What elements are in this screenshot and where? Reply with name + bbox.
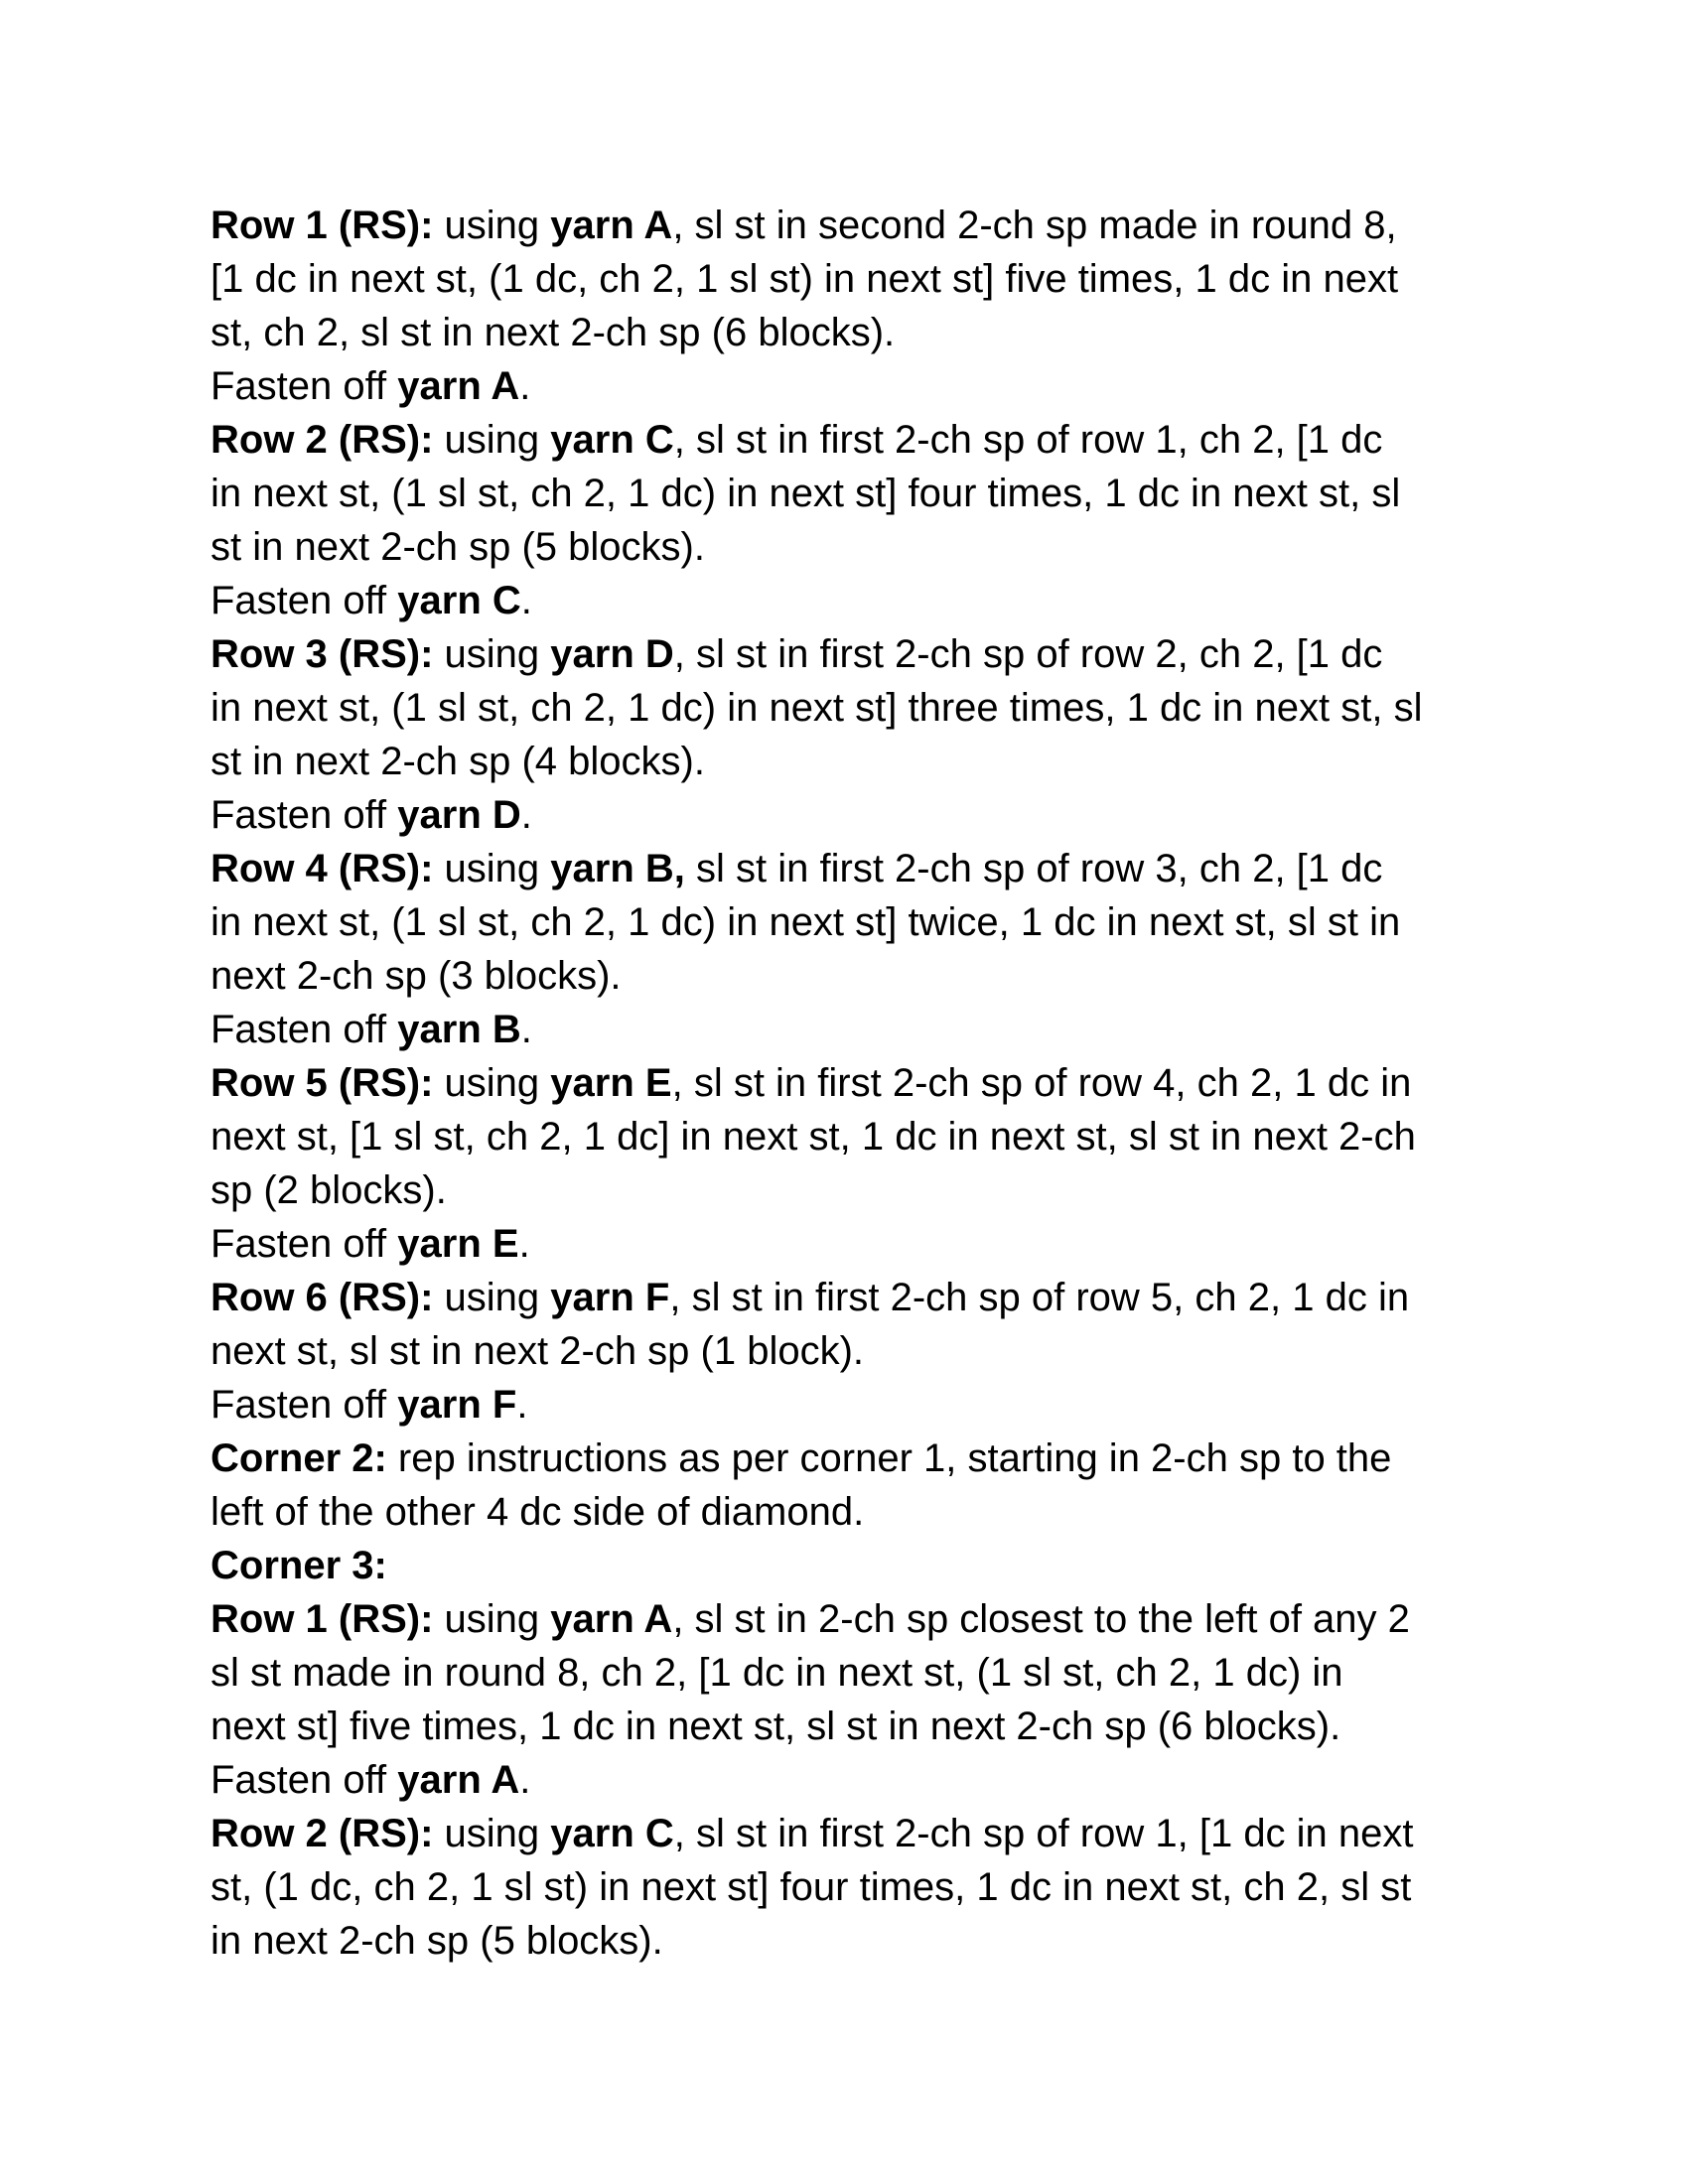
paragraph xyxy=(211,1271,1491,1378)
bold-text: Row 1 (RS): xyxy=(211,1597,434,1641)
text-run: . xyxy=(520,1008,532,1051)
bold-text: yarn D xyxy=(397,793,521,837)
text-run: , sl st in first 2-ch sp of row 5, ch 2, 1 dc in xyxy=(669,1276,1410,1319)
paragraph xyxy=(211,1539,1491,1592)
bold-text: Row 3 (RS): xyxy=(211,632,434,676)
paragraph xyxy=(211,842,1491,1003)
text-run: st, ch 2, sl st in next 2-ch sp (6 blocks). xyxy=(211,311,896,354)
text-line xyxy=(211,1914,1491,1968)
text-run: Fasten off xyxy=(211,1758,398,1802)
text-line xyxy=(211,359,1491,413)
text-run: using xyxy=(433,418,551,462)
text-run: next st, sl st in next 2-ch sp (1 block). xyxy=(211,1329,865,1373)
text-run: using xyxy=(433,1597,551,1641)
text-run: , sl st in first 2-ch sp of row 1, ch 2, [1 dc xyxy=(673,418,1383,462)
text-run: in next st, (1 sl st, ch 2, 1 dc) in next st] four times, 1 dc in next st, sl xyxy=(211,472,1401,515)
text-line xyxy=(211,1432,1491,1485)
text-run: using xyxy=(433,1061,551,1105)
text-line xyxy=(211,681,1491,735)
bold-text: yarn A xyxy=(550,1597,673,1641)
text-run: . xyxy=(520,793,532,837)
paragraph xyxy=(211,199,1491,359)
text-run: . xyxy=(518,1222,530,1266)
bold-text: yarn B, xyxy=(550,847,685,890)
text-run: next 2-ch sp (3 blocks). xyxy=(211,954,622,998)
text-line xyxy=(211,1860,1491,1914)
bold-text: yarn F xyxy=(550,1276,670,1319)
bold-text: yarn C xyxy=(550,1812,674,1855)
text-run: next st, [1 sl st, ch 2, 1 dc] in next st, 1 dc in next st, sl st in next 2-ch xyxy=(211,1115,1416,1159)
text-run: [1 dc in next st, (1 dc, ch 2, 1 sl st) in next st] five times, 1 dc in next xyxy=(211,257,1399,301)
bold-text: yarn E xyxy=(550,1061,672,1105)
text-run: , sl st in first 2-ch sp of row 4, ch 2, 1 dc in xyxy=(671,1061,1412,1105)
bold-text: Row 5 (RS): xyxy=(211,1061,434,1105)
bold-text: Corner 3: xyxy=(211,1544,387,1587)
text-run: rep instructions as per corner 1, starting in 2-ch sp to the xyxy=(386,1436,1392,1480)
text-run: sl st in first 2-ch sp of row 3, ch 2, [1 dc xyxy=(684,847,1383,890)
bold-text: Row 4 (RS): xyxy=(211,847,434,890)
text-line xyxy=(211,1324,1491,1378)
paragraph xyxy=(211,1217,1491,1271)
text-line xyxy=(211,1110,1491,1163)
text-run: , sl st in second 2-ch sp made in round 8, xyxy=(672,204,1397,247)
text-line xyxy=(211,1056,1491,1110)
text-run: Fasten off xyxy=(211,1222,398,1266)
text-line xyxy=(211,252,1491,306)
bold-text: Corner 2: xyxy=(211,1436,387,1480)
text-line xyxy=(211,949,1491,1003)
text-run: using xyxy=(433,204,551,247)
text-run: . xyxy=(516,1383,528,1427)
paragraph xyxy=(211,1807,1491,1968)
text-line xyxy=(211,467,1491,520)
text-run: sp (2 blocks). xyxy=(211,1168,447,1212)
text-run: Fasten off xyxy=(211,793,398,837)
text-run: . xyxy=(519,1758,531,1802)
paragraph xyxy=(211,1003,1491,1056)
paragraph xyxy=(211,413,1491,574)
bold-text: yarn A xyxy=(397,364,520,408)
text-run: using xyxy=(433,847,551,890)
text-line xyxy=(211,1753,1491,1807)
text-line xyxy=(211,627,1491,681)
text-line xyxy=(211,735,1491,788)
text-run: left of the other 4 dc side of diamond. xyxy=(211,1490,865,1534)
bold-text: yarn E xyxy=(397,1222,519,1266)
text-run: st, (1 dc, ch 2, 1 sl st) in next st] four times, 1 dc in next st, ch 2, sl st xyxy=(211,1865,1412,1909)
text-run: , sl st in first 2-ch sp of row 2, ch 2, [1 dc xyxy=(673,632,1383,676)
document-body xyxy=(211,199,1491,1968)
bold-text: yarn A xyxy=(397,1758,520,1802)
text-run: next st] five times, 1 dc in next st, sl st in next 2-ch sp (6 blocks). xyxy=(211,1705,1341,1748)
bold-text: yarn A xyxy=(550,204,673,247)
bold-text: Row 1 (RS): xyxy=(211,204,434,247)
paragraph xyxy=(211,1592,1491,1753)
bold-text: yarn D xyxy=(550,632,674,676)
paragraph xyxy=(211,627,1491,788)
text-run: using xyxy=(433,632,551,676)
text-line xyxy=(211,1700,1491,1753)
text-run: , sl st in first 2-ch sp of row 1, [1 dc in next xyxy=(673,1812,1414,1855)
bold-text: Row 2 (RS): xyxy=(211,418,434,462)
bold-text: yarn B xyxy=(397,1008,521,1051)
text-line xyxy=(211,1539,1491,1592)
bold-text: Row 2 (RS): xyxy=(211,1812,434,1855)
paragraph xyxy=(211,1753,1491,1807)
text-run: st in next 2-ch sp (5 blocks). xyxy=(211,525,705,569)
text-line xyxy=(211,842,1491,895)
text-line xyxy=(211,1646,1491,1700)
text-line xyxy=(211,199,1491,252)
text-run: . xyxy=(519,364,531,408)
text-line xyxy=(211,413,1491,467)
text-line xyxy=(211,574,1491,627)
bold-text: yarn C xyxy=(550,418,674,462)
paragraph xyxy=(211,359,1491,413)
bold-text: yarn F xyxy=(397,1383,517,1427)
text-run: using xyxy=(433,1276,551,1319)
text-run: Fasten off xyxy=(211,579,398,622)
text-line xyxy=(211,1592,1491,1646)
paragraph xyxy=(211,574,1491,627)
bold-text: Row 6 (RS): xyxy=(211,1276,434,1319)
text-line xyxy=(211,1271,1491,1324)
text-line xyxy=(211,1217,1491,1271)
text-run: in next st, (1 sl st, ch 2, 1 dc) in next st] three times, 1 dc in next st, sl xyxy=(211,686,1423,730)
text-line xyxy=(211,520,1491,574)
text-run: Fasten off xyxy=(211,364,398,408)
text-line xyxy=(211,1378,1491,1432)
text-run: in next 2-ch sp (5 blocks). xyxy=(211,1919,663,1963)
text-line xyxy=(211,1807,1491,1860)
text-run: . xyxy=(520,579,532,622)
text-line xyxy=(211,1163,1491,1217)
text-line xyxy=(211,895,1491,949)
text-run: using xyxy=(433,1812,551,1855)
text-line xyxy=(211,1003,1491,1056)
paragraph xyxy=(211,1056,1491,1217)
text-line xyxy=(211,788,1491,842)
text-line xyxy=(211,306,1491,359)
text-run: st in next 2-ch sp (4 blocks). xyxy=(211,740,705,783)
paragraph xyxy=(211,1378,1491,1432)
text-run: sl st made in round 8, ch 2, [1 dc in next st, (1 sl st, ch 2, 1 dc) in xyxy=(211,1651,1343,1695)
text-run: Fasten off xyxy=(211,1383,398,1427)
text-run: Fasten off xyxy=(211,1008,398,1051)
text-run: in next st, (1 sl st, ch 2, 1 dc) in next st] twice, 1 dc in next st, sl st in xyxy=(211,900,1401,944)
text-line xyxy=(211,1485,1491,1539)
bold-text: yarn C xyxy=(397,579,521,622)
paragraph xyxy=(211,1432,1491,1539)
paragraph xyxy=(211,788,1491,842)
text-run: , sl st in 2-ch sp closest to the left of any 2 xyxy=(672,1597,1410,1641)
